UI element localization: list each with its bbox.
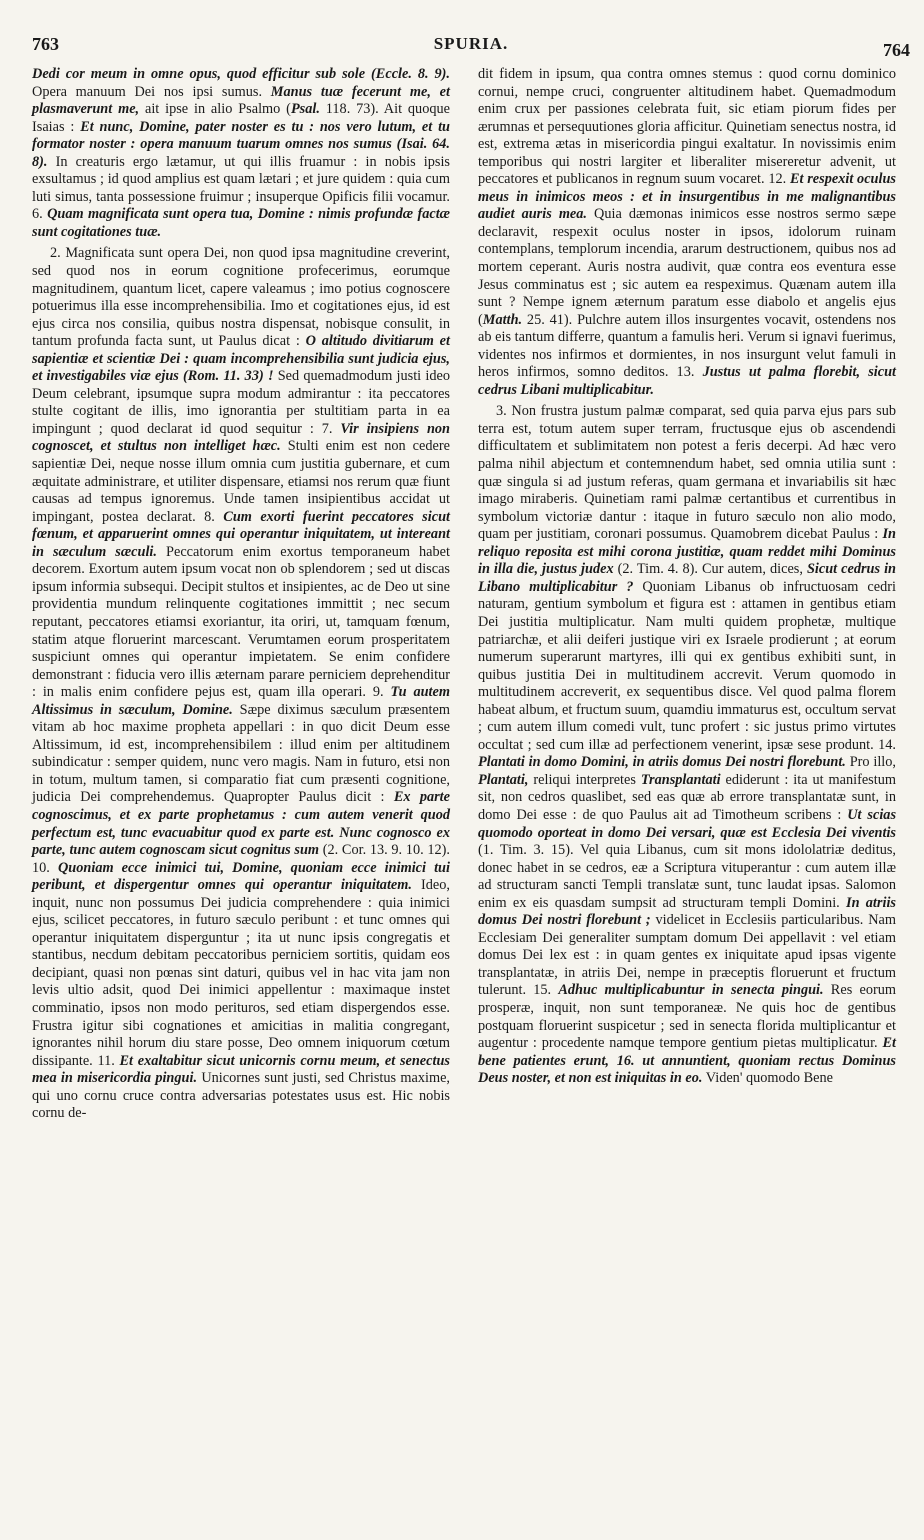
left-column [32,66,450,1123]
citation-text: Cum exorti fuerint peccatores sicut fœnum, et apparuerint omnes qui operantur iniquitatem, ut intereant in sæculum sæculi. [32,508,450,560]
body-text: Quia dæmonas inimicos esse nostros sermo sæpe declaravit, respexit oculus noster in ipsos, idolorum ruinam contemplans, templorum incendia, ararum destructionem, quibus nos ad mortem ceperant. Auris nostra audivit, quæ contra eos eventura esse Jesus comminatus est ; sic autem ea respeximus. Quænam autem illa sunt ? Nempe ignem æternum paratum esse diabolo et angelis ejus ( [478,206,896,328]
citation-text: Tu autem Altissimus in sæculum, Domine. [32,684,450,718]
running-header [32,34,910,60]
citation-text: Transplantati [640,771,721,788]
running-title: SPURIA. [433,34,509,53]
body-text: dit fidem in ipsum, qua contra omnes stemus : quod cornu dominico cornui, nempe cruci, congruenter altitudinem habet. Quemadmodum enim crux per passiones celebrata fuit, sic etiam piorum fides per ærumnas et persequutiones gloria afficitur. Quinetiam senectus nostra, id est, extrema ætas in misericordia pingui exaltatur. In novissimis enim temporibus qui nostri largiter et liberaliter misereretur advenit, ut peccatores et publicanos in regnum suum vocaret. 12. [478,66,896,188]
body-text: In creaturis ergo lætamur, ut qui illis fruamur : in nobis ipsis exsultamus ; id quod amplius est quam lætari ; et jure quidem : quia cum luti simus, tanta possessione fruimur ; insuperque Opificis filii vocamur. 6. [32,153,450,223]
paragraph [478,66,896,399]
citation-text: Ut scias quomodo oporteat in domo Dei versari, quæ est Ecclesia Dei viventis [478,806,897,841]
body-text: Sæpe diximus sæculum præsentem vitam ab hoc maxime propheta appellari : in quo dicit Deum esse Altissimum, id est, incomprehensibilem : illud enim per altitudinem subindicatur : semper quidem, nunc vero magis. Nam in futuro, etsi non in totum, multum tamen, si comparatio fiat cum præsenti cognitione, judicia Dei comprehendemus. Quapropter Paulus dicit : [32,701,450,806]
body-text: Viden' quomodo Bene [702,1070,833,1087]
body-text: Pro illo, [845,754,896,771]
body-text: Res eorum prosperæ, inquit, non sunt temporaneæ. Ne quis hoc de gentibus postquam floruerint suspicetur ; sed in senecta florida multiplicantur et augentur : procedente namque tempore gentium pietas multiplicatur. [478,982,896,1052]
citation-text: Et exaltabitur sicut unicornis cornu meum, et senectus mea in misericordia pingui. [32,1052,450,1087]
body-text: Unicornes sunt justi, sed Christus maxime, qui uno cornu cruce contra adversarias potestates usus est. Hic nobis cornu de- [32,1070,450,1122]
citation-text: O altitudo divitiarum et sapientiæ et scientiæ Dei : quam incomprehensibilia sunt judicia ejus, et investigabiles viæ ejus (Rom. 11. 33) ! [32,333,450,385]
citation-text: Quam magnificata sunt opera tua, Domine : nimis profundæ factæ sunt cogitationes tuæ. [32,206,451,240]
body-text: ediderunt : ita ut manifestum sit, non cedros quaslibet, sed eas quæ ab errore transplantatæ sunt, in domo Dei esse : de quo Paulus ait ad Timotheum scribens : [478,771,896,823]
body-text: Peccatorum enim exortus temporaneum habet decorem. Exortum autem ipsum vocat non ob splendorem ; sed ut discas ipsum informia subsequi. Decipit stultos et insipientes, ac de Deo ut sine providentia mundum relinquente cogitationes immittit ; nec secum reputant, peccatores etiamsi exoriantur, ita oriri, ut, tamquam fœnum, statim atque floruerint marcescant. Verumtamen eorum prosperitatem suspiciunt omnes qui operantur impietatem. Se enim confidere demonstrant : fiducia vero illis æternam parare perniciem deprehenditur : in malis enim confidere pejus est, quam illa operari. 9. [32,543,450,701]
citation-text: Manus tuæ fecerunt me, et plasmaverunt me, [32,83,451,118]
citation-text: Ex parte cognoscimus, et ex parte prophetamus : cum autem venerit quod perfectum est, tunc evacuabitur quod ex parte est. Nunc cognosco ex parte, tunc autem cognoscam sicut cognitus sum [32,789,450,859]
body-text: Sed quemadmodum justi ideo Deum celebrant, ipsumque supra modum admirantur : ita peccatores stulte cogitant de illis, imo ignorantia per stultitiam parta in ea impingunt ; quod declarat id quod sequitur : 7. [32,368,450,437]
body-text: videlicet in Ecclesiis particularibus. Nam Ecclesiam Dei generaliter sumptam domum Dei appellavit : vel etiam domus Dei lex est : in quam gentes ex iniquitate apud ipsas vigente transplantatæ, in atriis Dei, nempe in præceptis floruerunt et fructum tulerunt. 15. [478,912,897,999]
citation-text: Vir insipiens non cognoscet, et stultus non intelliget hæc. [32,420,450,455]
body-text: 2. Magnificata sunt opera Dei, non quod ipsa magnitudine creverint, sed quod nos in eorum cognitione profecerimus, eorumque magnitudinem, quantum licet, capere valeamus ; imo potius cognoscere potuerimus illa esse incomprehensibilia. Imo et cogitationes ejus, id est ejus circa nos consilia, quibus nostra dispensat, nobisque consulit, in tantum profunda facta sunt, ut Paulus dicat : [32,245,450,350]
citation-text: Et respexit oculus meus in inimicos meos : et in insurgentibus in me malignantibus audiet auris mea. [478,171,896,223]
body-text: Quoniam Libanus ob infructuosam cedri naturam, gentium symbolum et figura est : attamen in gentibus etiam Dei justitia multiplicatur. Nam multi quidem prophetæ, multique patriarchæ, et alii deiferi justique viri ex Israele prodierunt ; at eorum numerum superarunt martyres, illi qui ex gentibus exhibiti sunt, in quibus justitia Dei in multitudinem accrevit. Verum quomodo in multitudinem accreverit, ex sequentibus disce. Vel quod palma florem habeat album, et fructum suum, quamdiu immaturus est, occultum servat ; cum autem illum comedi vult, tunc profert : sic justus primo virtutes occultat ; sed cum illæ ad perfectionem venerint, ipsæ sese produnt. 14. [478,578,896,753]
citation-text: Et nunc, Domine, pater noster es tu : nos vero lutum, et tu formator noster : opera manuum tuarum omnes nos sumus (Isai. 64. 8). [32,118,450,170]
paragraph [32,66,450,241]
body-text: ait ipse in alio Psalmo ( [139,101,291,118]
body-text: Ideo, inquit, nunc non possumus Dei judicia comprehendere : quia inimici ejus, scilicet peccatores, in futuro sæculo peribunt : et tunc omnes qui operantur iniquitatem disperguntur ; ita ut nunc ipsis congregatis et stantibus, necdum debitam peccatoribus perniciem sortitis, quidam eos decipiant, quasi non pœnas sint daturi, quibus vel in hac vita jam non levis ultio adsit, quod Dei inimici appellentur : maximaque instet comminatio, ipsos non modo perituros, sed etiam dispergendos esse. Frustra igitur sibi cognationes et amicitias in malitia congregant, ignorantes nihil horum diu stare posse, Deo omnem iniquorum cœtum dissipante. 11. [32,877,450,1069]
body-text: Stulti enim est non cedere sapientiæ Dei, neque nosse illum omnia cum justitia gubernare, et cum æquitate administrare, et utiliter dispensare, etiamsi nos rerum quæ fiunt causas ad tempus ignoremus. Unde tamen insipientibus accidat ut impingant, postea declarat. 8. [32,438,450,525]
body-text: 118. 73). Ait quoque Isaias : [32,101,450,135]
body-text: reliqui interpretes [528,771,641,788]
citation-text: Justus ut palma florebit, sicut cedrus Libani multiplicabitur. [478,364,897,398]
citation-text: In reliquo reposita est mihi corona justitiæ, quam reddet mihi Dominus in illa die, justus judex [478,526,896,578]
citation-text: Matth. [482,311,523,328]
citation-text: In atriis domus Dei nostri florebunt ; [478,894,896,929]
citation-text: Dedi cor meum in omne opus, quod efficitur sub sole (Eccle. 8. 9). [32,66,450,82]
body-text: Opera manuum Dei nos ipsi sumus. [32,83,271,100]
paragraph [32,245,450,1122]
page-number-right: 764 [883,40,910,60]
body-text: 25. 41). Pulchre autem illos insurgentes vocavit, ostendens nos ab eis tantum differre, quantum a famulis heri. Verum si ignavi fuerimus, videntes nos infirmos et dormientes, in nos insurgunt velut famuli in heros infirmos, somno deditos. 13. [478,311,896,381]
citation-text: Adhuc multiplicabuntur in senecta pingui. [558,982,824,999]
body-text: 3. Non frustra justum palmæ comparat, sed quia parva ejus pars sub terra est, totum autem super terram, fructusque ejus ob ascendendi difficultatem et sublimitatem non potest a feris decerpi. Ad hæc vero palma nihil abjectum et contemnendum habet, sed omnia utilia sunt : quæ singula si ad justum referas, quam germana et invariabilis sit hæc imago miraberis. Quinetiam rami palmæ certantibus et currentibus in symbolum victoriæ dantur : itaque in futuro sæculo non alio modo, quam per justitiam, coronari possumus. Quamobrem dicebat Paulus : [478,403,896,543]
citation-text: Plantati, [478,771,529,788]
right-column [478,66,896,1088]
citation-text: Quoniam ecce inimici tui, Domine, quoniam ecce inimici tui peribunt, et dispergentur omnes qui operantur iniquitatem. [32,859,450,894]
paragraph [478,403,896,1087]
body-text: (1. Tim. 3. 15). Vel quia Libanus, cum sit mons idololatriæ deditus, donec habet in se cedros, eæ a Scriptura vituperantur : cum autem illæ ad structuram sancti Templi translatæ sunt, tunc laudat ipsas. Salomon enim ex eis quasdam sumpsit ad structuram templi Domini. [478,842,896,911]
citation-text: Plantati in domo Domini, in atriis domus Dei nostri florebunt. [478,754,846,771]
citation-text: Et bene patientes erunt, 16. ut annuntient, quoniam rectus Dominus Deus noster, et non est iniquitas in eo. [478,1035,896,1087]
citation-text: Sicut cedrus in Libano multiplicabitur ? [478,561,897,595]
body-text: (2. Cor. 13. 9. 10. 12). 10. [32,842,450,876]
body-text: (2. Tim. 4. 8). Cur autem, dices, [613,561,807,578]
page-number-left: 763 [32,34,59,54]
citation-text: Psal. [290,101,320,118]
